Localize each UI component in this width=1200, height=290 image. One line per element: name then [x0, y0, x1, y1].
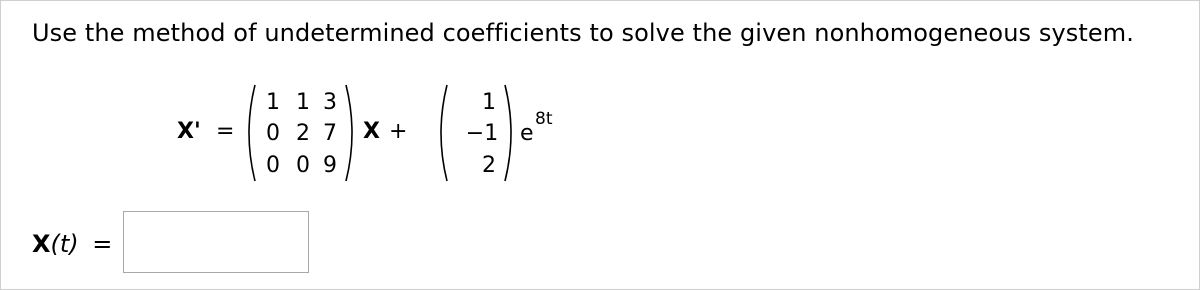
vector-left-paren: [433, 83, 449, 183]
lhs-equals: =: [216, 119, 235, 144]
exp-power: 8t: [535, 109, 553, 129]
matrix-cell: 9: [323, 153, 337, 178]
matrix-left-paren: [241, 83, 257, 183]
vector-right-paren: [503, 83, 519, 183]
answer-equals: =: [92, 230, 113, 258]
matrix-cell: 1: [296, 90, 310, 115]
answer-label: [32, 228, 112, 260]
answer-var: X: [32, 230, 51, 258]
vector-cell: −1: [465, 121, 499, 146]
answer-input[interactable]: [123, 211, 309, 273]
plus-sign: +: [389, 119, 408, 144]
matrix-cell: 0: [266, 121, 280, 146]
lhs-derivative: X': [177, 119, 201, 144]
vector-cell: 2: [482, 153, 496, 178]
vector-symbol: X: [363, 119, 380, 144]
matrix-cell: 1: [266, 90, 280, 115]
matrix-cell: 0: [296, 153, 310, 178]
matrix-cell: 2: [296, 121, 310, 146]
matrix-right-paren: [344, 83, 360, 183]
matrix-cell: 3: [323, 90, 337, 115]
problem-instruction: Use the method of undetermined coefficients to solve the given nonhomogeneous system.: [32, 19, 1134, 47]
exp-base: e: [520, 121, 534, 146]
matrix-cell: 7: [323, 121, 337, 146]
matrix-cell: 0: [266, 153, 280, 178]
answer-arg: (t): [50, 230, 79, 258]
vector-cell: 1: [482, 90, 496, 115]
